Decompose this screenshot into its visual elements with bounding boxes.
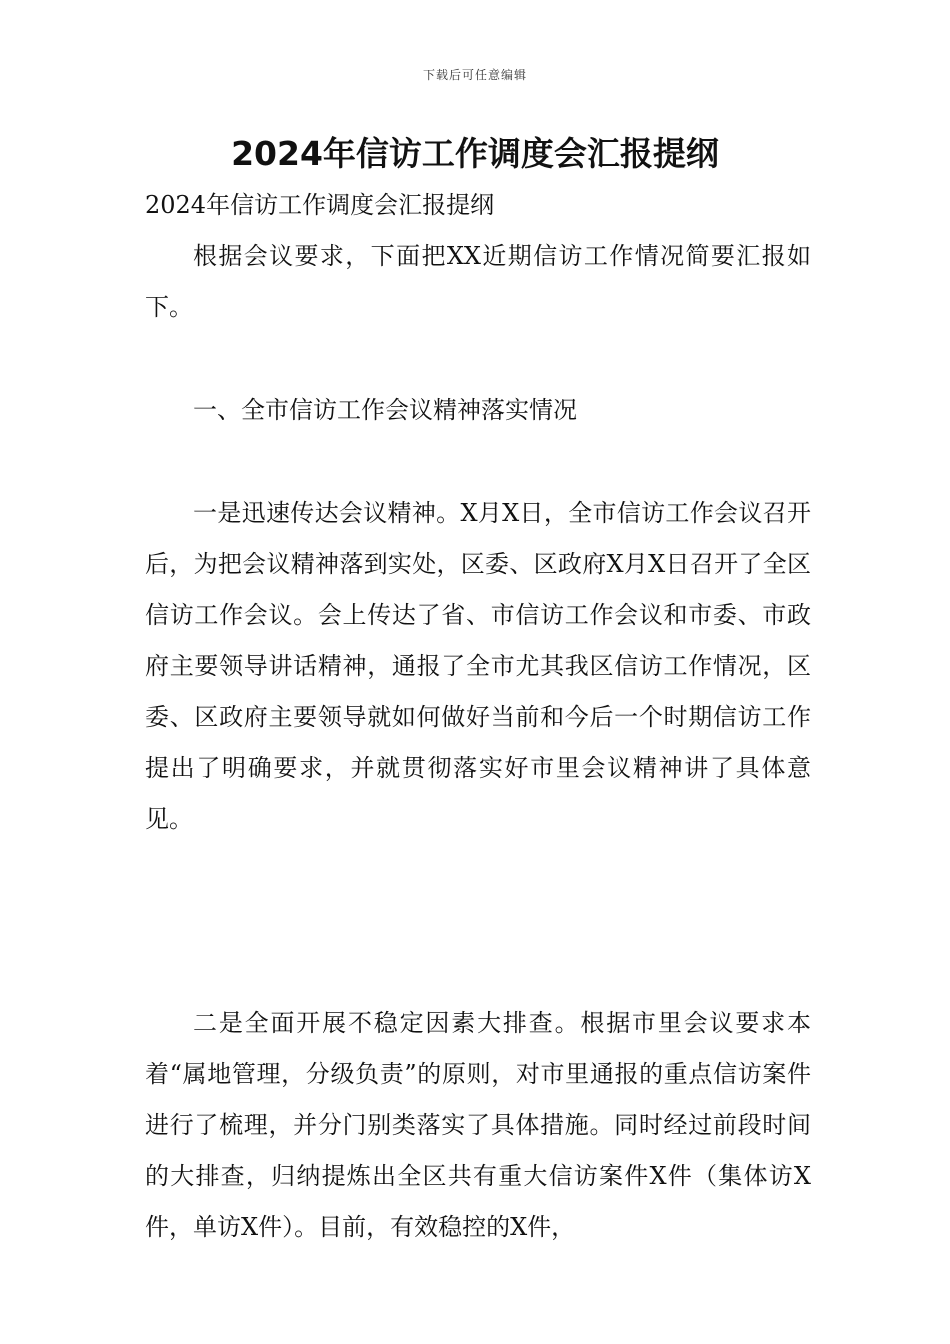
intro-paragraph: 根据会议要求，下面把XX近期信访工作情况简要汇报如下。 <box>145 242 811 321</box>
document-subtitle: 2024年信访工作调度会汇报提纲 <box>145 191 495 219</box>
page-header-note: 下载后可任意编辑 <box>422 68 527 82</box>
section-1-heading: 一、全市信访工作会议精神落实情况 <box>193 396 577 424</box>
paragraph-2: 二是全面开展不稳定因素大排查。根据市里会议要求本着“属地管理，分级负责”的原则，对市里通报的重点信访案件进行了梳理，并分门别类落实了具体措施。同时经过前段时间的大排查，归纳提炼出全区共有重大信访案件X件（集体访X件，单访X件）。目前，有效稳控的X件， <box>145 1009 811 1241</box>
paragraph-1: 一是迅速传达会议精神。X月X日，全市信访工作会议召开后，为把会议精神落到实处，区委、区政府X月X日召开了全区信访工作会议。会上传达了省、市信访工作会议和市委、市政府主要领导讲话精神，通报了全市尤其我区信访工作情况，区委、区政府主要领导就如何做好当前和今后一个时期信访工作提出了明确要求，并就贯彻落实好市里会议精神讲了具体意见。 <box>145 499 811 833</box>
document-body <box>145 180 811 1253</box>
document-title: 2024年信访工作调度会汇报提纲 <box>231 134 719 173</box>
